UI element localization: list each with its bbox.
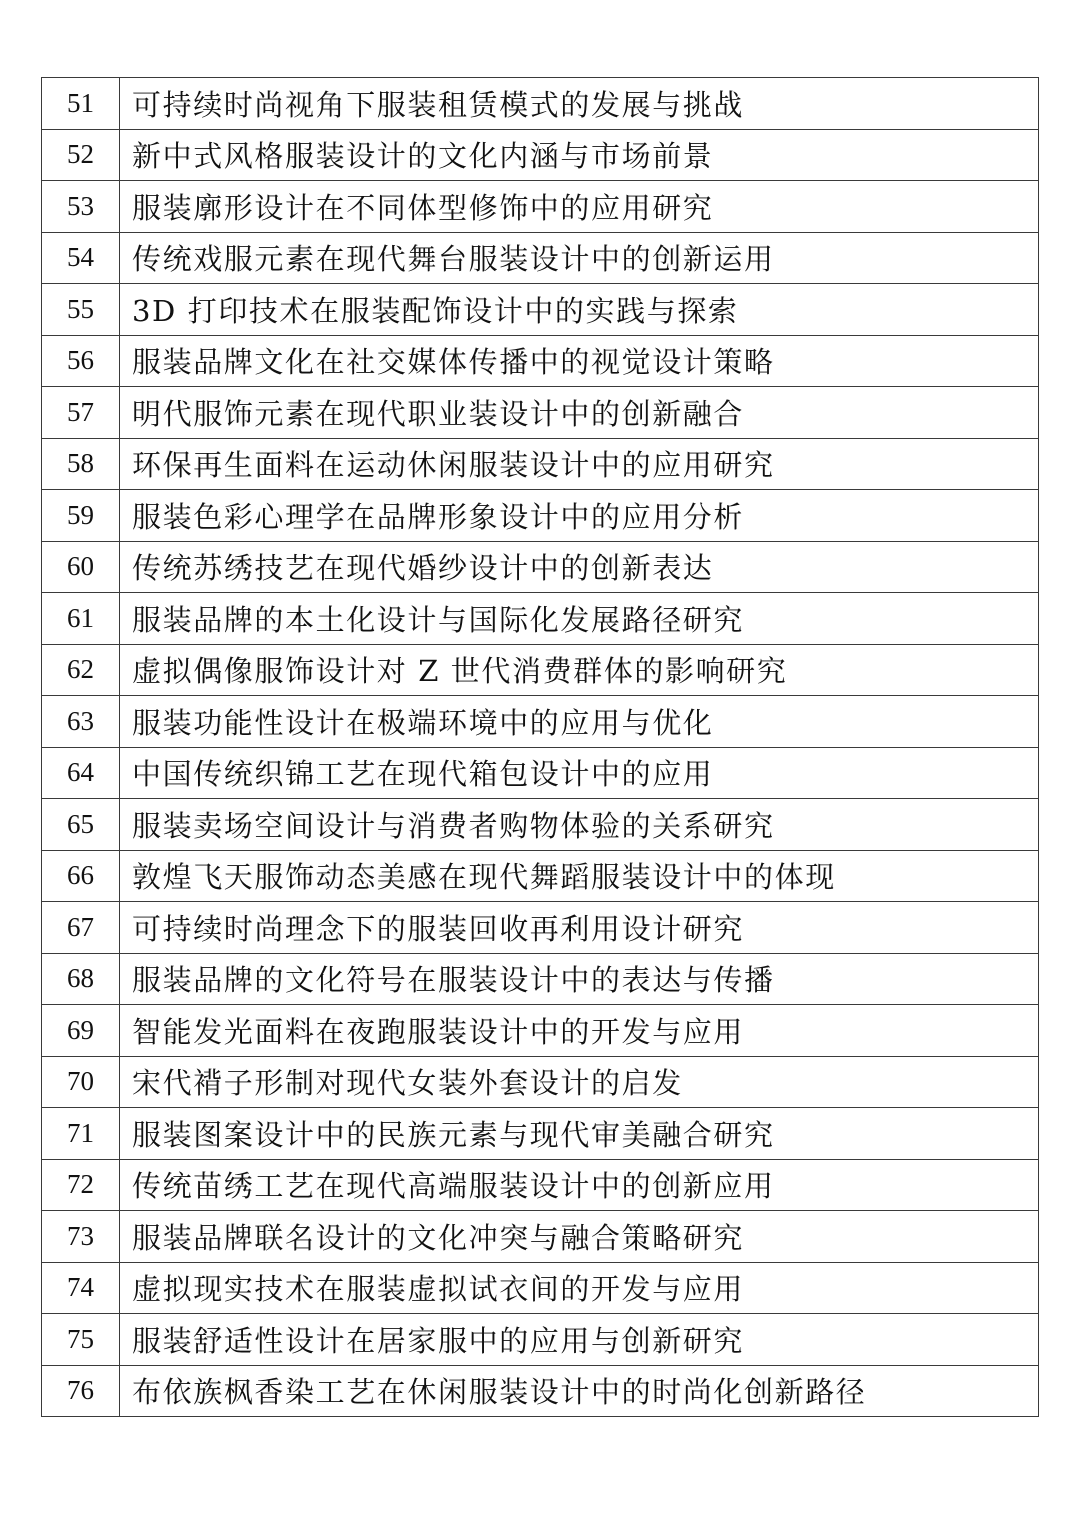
row-title: 传统戏服元素在现代舞台服装设计中的创新运用	[120, 232, 1039, 284]
row-number: 67	[42, 902, 120, 954]
table-row	[42, 387, 1039, 439]
row-title: 服装廓形设计在不同体型修饰中的应用研究	[120, 181, 1039, 233]
row-number: 54	[42, 232, 120, 284]
row-title: 可持续时尚视角下服装租赁模式的发展与挑战	[120, 78, 1039, 130]
row-title: 服装卖场空间设计与消费者购物体验的关系研究	[120, 799, 1039, 851]
row-number: 62	[42, 644, 120, 696]
row-title: 服装图案设计中的民族元素与现代审美融合研究	[120, 1108, 1039, 1160]
table-row	[42, 644, 1039, 696]
table-row	[42, 902, 1039, 954]
row-title: 明代服饰元素在现代职业装设计中的创新融合	[120, 387, 1039, 439]
row-number: 52	[42, 129, 120, 181]
table-row	[42, 953, 1039, 1005]
row-number: 74	[42, 1262, 120, 1314]
table-row	[42, 1365, 1039, 1417]
table-row	[42, 232, 1039, 284]
row-number: 73	[42, 1211, 120, 1263]
row-number: 61	[42, 593, 120, 645]
row-title: 布依族枫香染工艺在休闲服装设计中的时尚化创新路径	[120, 1365, 1039, 1417]
row-number: 63	[42, 696, 120, 748]
row-title: 传统苗绣工艺在现代高端服装设计中的创新应用	[120, 1159, 1039, 1211]
topic-table	[41, 77, 1039, 1417]
row-number: 69	[42, 1005, 120, 1057]
row-number: 68	[42, 953, 120, 1005]
row-title: 环保再生面料在运动休闲服装设计中的应用研究	[120, 438, 1039, 490]
table-row	[42, 696, 1039, 748]
table-row	[42, 335, 1039, 387]
table-row	[42, 1262, 1039, 1314]
table-row	[42, 850, 1039, 902]
row-number: 71	[42, 1108, 120, 1160]
row-title: 服装色彩心理学在品牌形象设计中的应用分析	[120, 490, 1039, 542]
table-row	[42, 1056, 1039, 1108]
table-row	[42, 1108, 1039, 1160]
table-row	[42, 181, 1039, 233]
row-title: 敦煌飞天服饰动态美感在现代舞蹈服装设计中的体现	[120, 850, 1039, 902]
table-row	[42, 1211, 1039, 1263]
row-title: 服装品牌文化在社交媒体传播中的视觉设计策略	[120, 335, 1039, 387]
row-title: 新中式风格服装设计的文化内涵与市场前景	[120, 129, 1039, 181]
row-title: 传统苏绣技艺在现代婚纱设计中的创新表达	[120, 541, 1039, 593]
table-row	[42, 541, 1039, 593]
row-number: 64	[42, 747, 120, 799]
row-number: 53	[42, 181, 120, 233]
table-row	[42, 593, 1039, 645]
table-row	[42, 129, 1039, 181]
row-number: 70	[42, 1056, 120, 1108]
table-row	[42, 78, 1039, 130]
row-number: 58	[42, 438, 120, 490]
row-number: 55	[42, 284, 120, 336]
row-number: 56	[42, 335, 120, 387]
table-row	[42, 799, 1039, 851]
row-number: 65	[42, 799, 120, 851]
row-title: 服装品牌联名设计的文化冲突与融合策略研究	[120, 1211, 1039, 1263]
row-number: 66	[42, 850, 120, 902]
row-number: 57	[42, 387, 120, 439]
table-row	[42, 1314, 1039, 1366]
row-title: 虚拟偶像服饰设计对 Z 世代消费群体的影响研究	[120, 644, 1039, 696]
row-title: 服装舒适性设计在居家服中的应用与创新研究	[120, 1314, 1039, 1366]
row-title: 中国传统织锦工艺在现代箱包设计中的应用	[120, 747, 1039, 799]
topic-table-body	[42, 78, 1039, 1417]
table-row	[42, 1159, 1039, 1211]
row-title: 3D 打印技术在服装配饰设计中的实践与探索	[120, 284, 1039, 336]
row-title: 智能发光面料在夜跑服装设计中的开发与应用	[120, 1005, 1039, 1057]
table-row	[42, 438, 1039, 490]
row-title: 可持续时尚理念下的服装回收再利用设计研究	[120, 902, 1039, 954]
row-number: 60	[42, 541, 120, 593]
row-number: 72	[42, 1159, 120, 1211]
table-row	[42, 490, 1039, 542]
row-title: 宋代褙子形制对现代女装外套设计的启发	[120, 1056, 1039, 1108]
row-number: 59	[42, 490, 120, 542]
table-row	[42, 747, 1039, 799]
row-title: 服装品牌的本土化设计与国际化发展路径研究	[120, 593, 1039, 645]
row-title: 虚拟现实技术在服装虚拟试衣间的开发与应用	[120, 1262, 1039, 1314]
row-title: 服装功能性设计在极端环境中的应用与优化	[120, 696, 1039, 748]
table-row	[42, 284, 1039, 336]
row-number: 75	[42, 1314, 120, 1366]
table-row	[42, 1005, 1039, 1057]
row-number: 76	[42, 1365, 120, 1417]
row-number: 51	[42, 78, 120, 130]
row-title: 服装品牌的文化符号在服装设计中的表达与传播	[120, 953, 1039, 1005]
